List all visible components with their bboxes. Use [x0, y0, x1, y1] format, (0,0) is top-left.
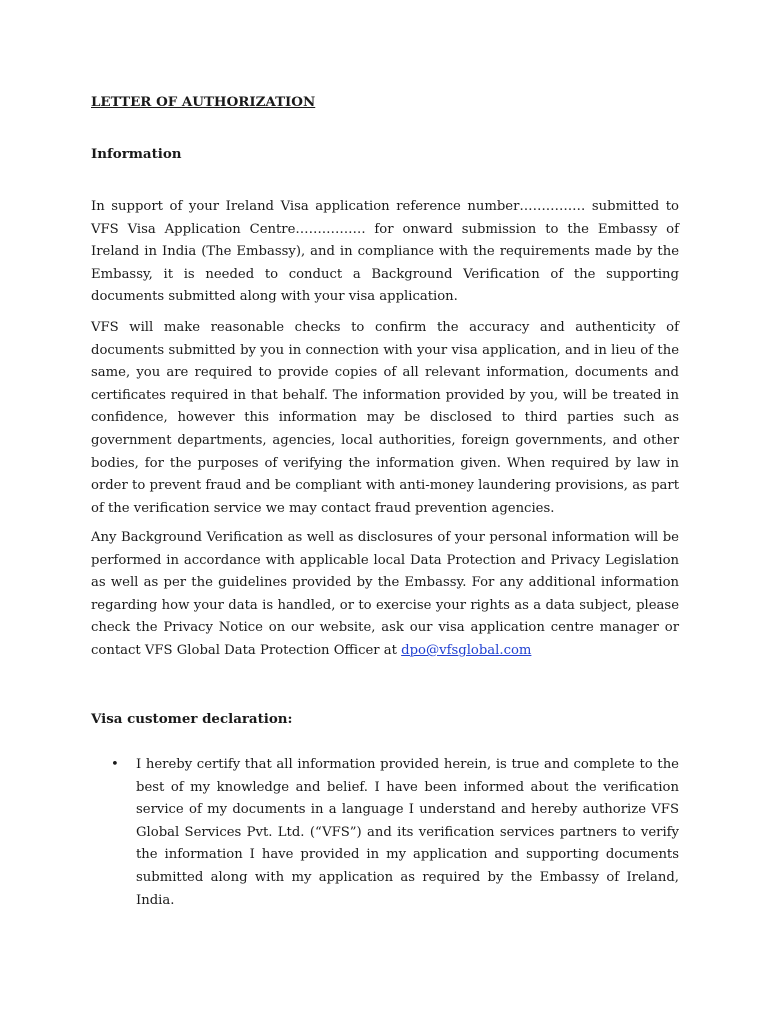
bullet-icon: • [111, 757, 119, 772]
declaration-heading: Visa customer declaration: [91, 711, 293, 727]
dpo-email-link[interactable]: dpo@vfsglobal.com [401, 642, 532, 658]
paragraph-reference-number: In support of your Ireland Visa application reference number…………… submitted to VFS Visa Application Centre……………. for onward submission to the Embassy of Ireland in India (The Embassy), and in compliance with the requirements made by the Embassy, it is needed to conduct a Background Verification of the supporting documents submitted along with your visa application. [91, 199, 679, 305]
information-heading: Information [91, 146, 182, 162]
data-protection-text: Any Background Verification as well as disclosures of your personal information will be performed in accordance with applicable local Data Protection and Privacy Legislation as well as per the guidelines provided by the Embassy. For any additional information regarding how your data is handled, or to exercise your rights as a data subject, please check the Privacy Notice on our website, ask our visa application centre manager or contact VFS Global Data Protection Officer at [91, 530, 679, 658]
paragraph-data-protection [91, 527, 679, 663]
paragraph-reasonable-checks: VFS will make reasonable checks to confirm the accuracy and authenticity of documents submitted by you in connection with your visa application, and in lieu of the same, you are required to provide copies of all relevant information, documents and certificates required in that behalf. The information provided by you, will be treated in confidence, however this information may be disclosed to third parties such as government departments, agencies, local authorities, foreign governments, and other bodies, for the purposes of verifying the information given. When required by law in order to prevent fraud and be compliant with anti-money laundering provisions, as part of the verification service we may contact fraud prevention agencies. [91, 320, 679, 516]
document-title: LETTER OF AUTHORIZATION [91, 94, 316, 110]
declaration-text: I hereby certify that all information provided herein, is true and complete to the best of my knowledge and belief. I have been informed about the verification service of my documents in a language I understand and hereby authorize VFS Global Services Pvt. Ltd. (“VFS”) and its verification services partners to verify the information I have provided in my application and supporting documents submitted along with my application as required by the Embassy of Ireland, India. [136, 757, 679, 908]
